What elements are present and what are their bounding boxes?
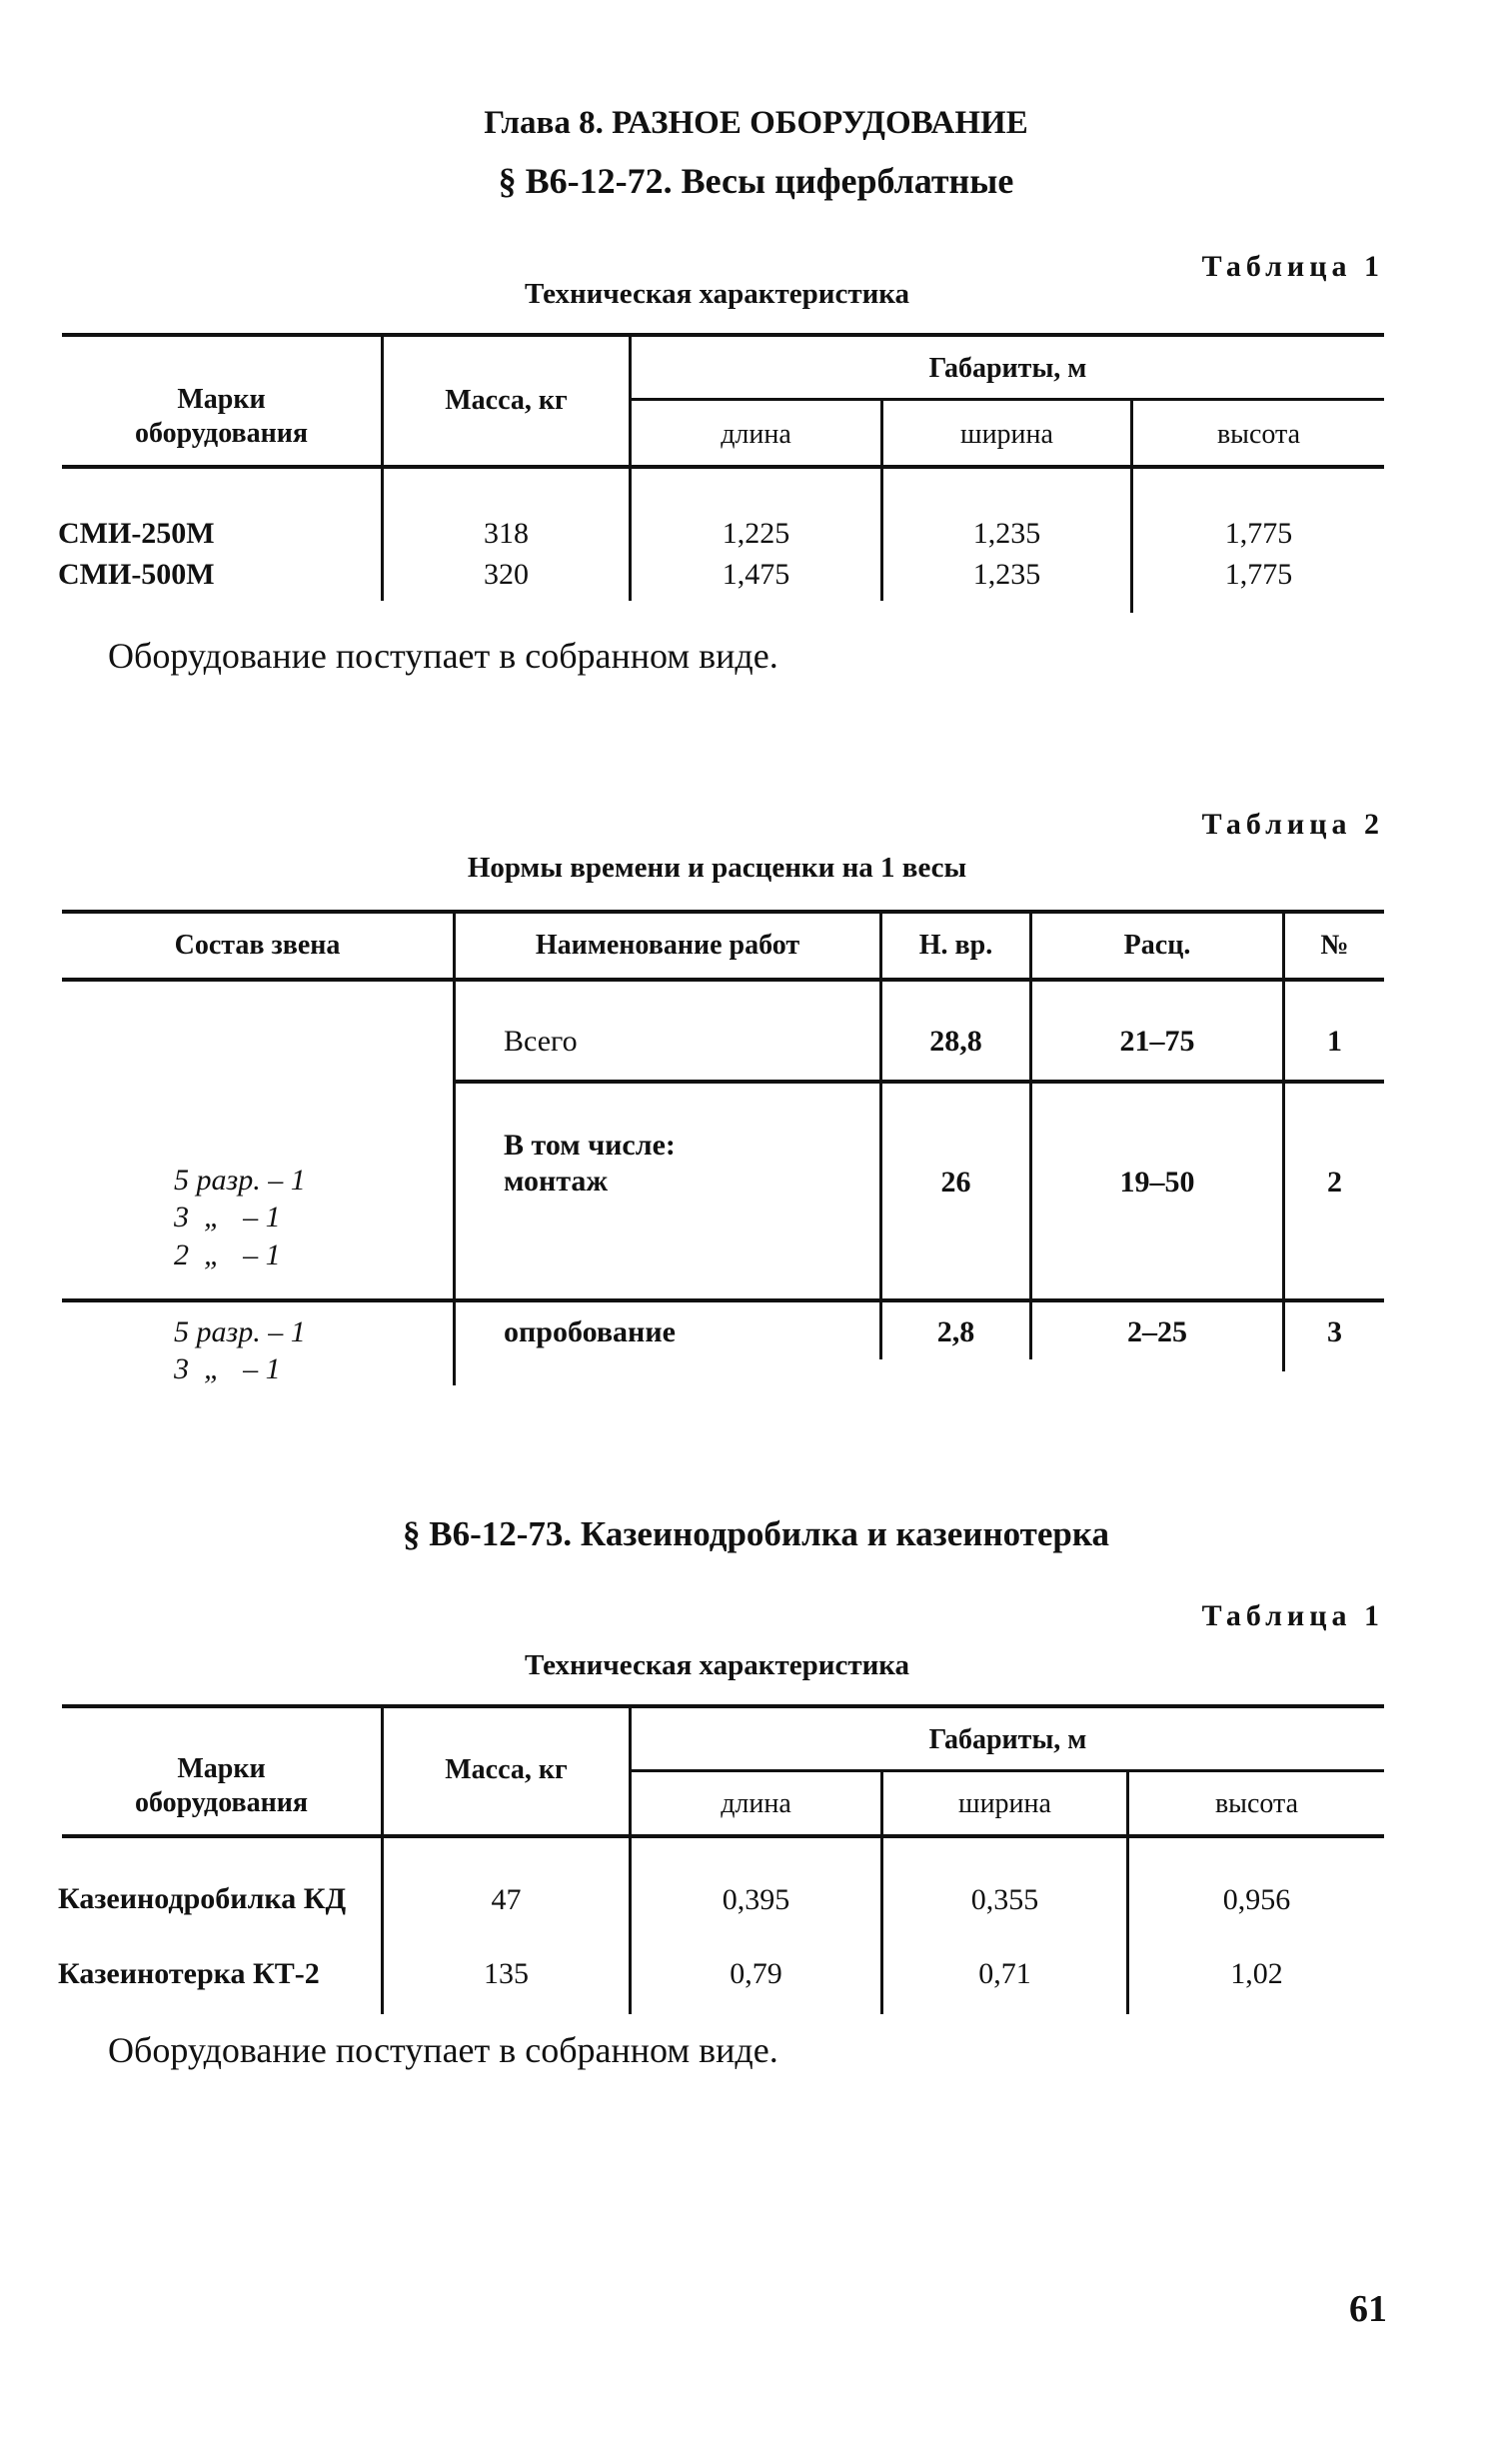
- table-cell-rate: 2–25: [1127, 1315, 1187, 1348]
- col-header-num: №: [1320, 930, 1349, 961]
- col-header-width: ширина: [958, 1788, 1051, 1819]
- table-cell-brand: СМИ-250М: [58, 517, 215, 550]
- crew-line: 3 „ – 1: [174, 1352, 281, 1385]
- table-cell-work: опробование: [504, 1315, 676, 1348]
- table-cell-length: 0,79: [730, 1957, 782, 1990]
- col-header-brand: Марки оборудования: [134, 1753, 309, 1818]
- col-header-height: высота: [1214, 1788, 1299, 1819]
- col-header-width: ширина: [960, 419, 1053, 450]
- table-cell-num: 3: [1327, 1315, 1342, 1348]
- table-cell-rate: 21–75: [1119, 1025, 1195, 1058]
- col-header-mass: Масса, кг: [445, 385, 568, 416]
- col-header-height: высота: [1216, 419, 1301, 450]
- table-caption: Техническая характеристика: [524, 278, 910, 310]
- col-header-work: Наименование работ: [535, 930, 800, 961]
- table-cell-mass: 320: [484, 558, 529, 591]
- col-header-rate: Расц.: [1123, 930, 1191, 961]
- table-cell-mass: 318: [484, 517, 529, 550]
- crew-line: 5 разр. – 1: [174, 1164, 306, 1197]
- page-number: 61: [1349, 2288, 1387, 2330]
- table-cell-mass: 135: [484, 1957, 529, 1990]
- table-cell-width: 1,235: [972, 558, 1041, 591]
- section-title-2: § В6-12-73. Казеинодробилка и казеинотерка: [403, 1514, 1109, 1553]
- table-caption: Техническая характеристика: [524, 1649, 910, 1681]
- col-header-mass: Масса, кг: [445, 1754, 568, 1785]
- col-header-dims: Габариты, м: [928, 1724, 1087, 1755]
- table-cell-length: 0,395: [722, 1883, 790, 1916]
- table-cell-height: 1,775: [1224, 517, 1293, 550]
- table-label: Таблица 2: [1201, 808, 1384, 841]
- col-header-length: длина: [721, 419, 791, 450]
- col-header-brand: Марки оборудования: [134, 384, 309, 449]
- table-cell-work: В том числе: монтаж: [504, 1129, 676, 1198]
- table-cell-rate: 19–50: [1119, 1166, 1195, 1199]
- table-cell-work: Всего: [504, 1025, 578, 1058]
- col-header-dims: Габариты, м: [928, 353, 1087, 384]
- table-cell-width: 0,71: [978, 1957, 1031, 1990]
- table-cell-mass: 47: [491, 1883, 522, 1916]
- table-cell-width: 1,235: [972, 517, 1041, 550]
- col-header-crew: Состав звена: [174, 930, 341, 961]
- col-header-time: Н. вр.: [918, 930, 993, 961]
- table-caption: Нормы времени и расценки на 1 весы: [467, 852, 967, 884]
- table-cell-height: 0,956: [1222, 1883, 1291, 1916]
- section-title-1: § В6-12-72. Весы циферблатные: [498, 161, 1014, 201]
- table-label: Таблица 1: [1201, 250, 1384, 283]
- delivery-note: Оборудование поступает в собранном виде.: [108, 636, 778, 676]
- table-cell-length: 1,225: [722, 517, 790, 550]
- table-cell-width: 0,355: [970, 1883, 1039, 1916]
- table-cell-brand: СМИ-500М: [58, 558, 215, 591]
- table-cell-time: 28,8: [929, 1025, 982, 1058]
- table-label: Таблица 1: [1201, 1599, 1384, 1632]
- table-cell-height: 1,02: [1230, 1957, 1283, 1990]
- table-cell-brand: Казеинотерка КТ-2: [58, 1957, 320, 1990]
- table-cell-brand: Казеинодробилка КД: [58, 1882, 347, 1915]
- table-cell-time: 26: [940, 1166, 971, 1199]
- table-cell-num: 1: [1327, 1025, 1342, 1058]
- table-cell-time: 2,8: [936, 1315, 975, 1348]
- delivery-note: Оборудование поступает в собранном виде.: [108, 2030, 778, 2070]
- table-cell-height: 1,775: [1224, 558, 1293, 591]
- col-header-length: длина: [721, 1788, 791, 1819]
- table-cell-length: 1,475: [722, 558, 790, 591]
- crew-line: 3 „ – 1: [174, 1201, 281, 1233]
- crew-line: 2 „ – 1: [174, 1238, 281, 1271]
- chapter-title: Глава 8. РАЗНОЕ ОБОРУДОВАНИЕ: [484, 105, 1028, 141]
- table-cell-num: 2: [1327, 1166, 1342, 1199]
- crew-line: 5 разр. – 1: [174, 1315, 306, 1348]
